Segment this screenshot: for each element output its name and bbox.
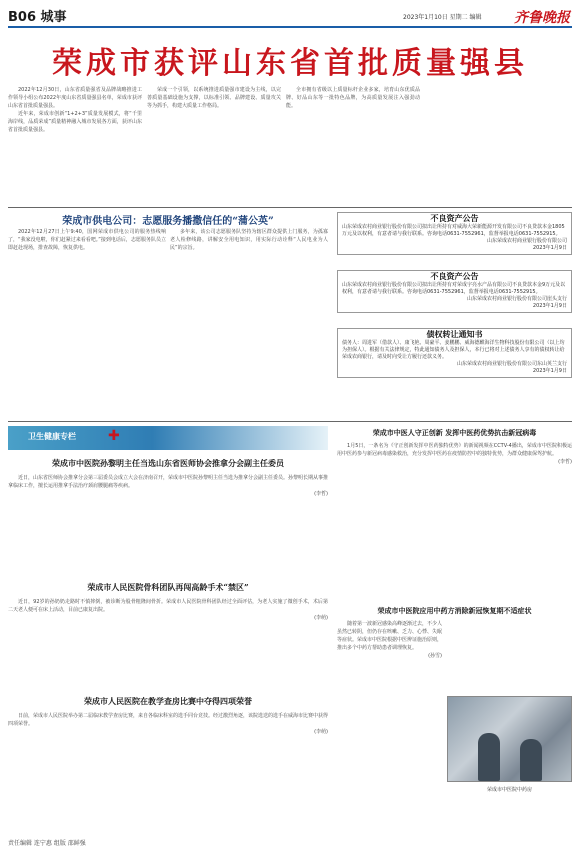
medical-cross-icon: ✚ — [108, 428, 120, 444]
lead-paragraph: 全市拥有省级以上质量标杆企业多家，培育山东优质品牌、好品山东等一批特色品牌，为高质量发展注入强劲动能。 — [286, 87, 420, 109]
article-body — [8, 712, 328, 830]
page-footer: 责任编辑 连宁惠 组版 邵鲜强 — [8, 840, 86, 847]
article-body — [8, 598, 328, 688]
notice-body: 山东荣成农村商业银行股份有限公司拟出让所持有对威海大荣新能源开发有限公司不良贷款本金1805万元及以权利，有意者请与我行联系。咨询电话0631-7552961，监督举报电话0631-7552915。 — [342, 224, 565, 237]
article-credit: (李哲) — [558, 459, 572, 465]
notice-title: 不良资产公告 — [430, 272, 479, 281]
story-paragraph: 多年来，该公司志愿服务队坚持为辖区群众提供上门服务，为孤寡老人检修线路，讲解安全用电知识，用实际行动诠释“人民电业为人民”的宗旨。 — [170, 229, 328, 251]
notice-box — [337, 270, 572, 313]
lead-paragraph: 荣成一个引领，以系统推进质量强市建设为主线，以完善质量基础设施为支撑，以标准引领、品牌建设、质量攻关等为抓手，构建大质量工作格局。 — [147, 87, 281, 109]
issue-date: 2023年1月10日 星期二 编辑 — [403, 14, 482, 21]
section-label: B06 城事 — [8, 10, 67, 25]
article-body — [337, 442, 572, 602]
story-title: 荣成市供电公司：志愿服务播撒信任的“蒲公英” — [62, 216, 274, 227]
notice-date: 2023年1月9日 — [532, 245, 567, 251]
notice-sign: 山东荣成农村商业银行股份有限公司崖头支行 — [466, 296, 567, 302]
notice-date: 2023年1月9日 — [532, 303, 567, 309]
article-title: 荣成市中医人守正创新 发挥中医药优势抗击新冠病毒 — [372, 428, 537, 437]
story-paragraph: 2022年12月27日上午9:40，国网荣成市供电公司的服务热线响了，“我家没电啦，你们赶紧过来看看吧。”接到电话后，志愿服务队员立即赶赴现场，排查故障，恢复供电。 — [8, 229, 166, 251]
article-text: 近日，92岁的孙奶奶走路时不慎摔倒，被诊断为股骨粗隆间骨折。荣成市人民医院骨科团队经过全面评估，为老人实施了微创手术，术后第二天老人便可在床上活动，目前已康复出院。 — [8, 599, 328, 613]
article-body — [337, 620, 442, 830]
news-photo — [447, 696, 572, 782]
notice-body: 债务人：周进军（借款人）、康飞艳、周豪平、姜鹏鹏、威海德麒海洋生物科技股份有限公司（以上均为担保人）。根据有关法律规定，特此通知债务人及担保人，本行已将对上述债务人享有的债权转让给荣成农商银行，请及时向受让方履行还款义务。 — [342, 340, 565, 360]
person-figure — [478, 733, 500, 781]
lead-paragraph: 2022年12月30日，山东省质量强省及品牌战略推进工作领导小组公布2022年度山东省质量强县名单，荣成市获评山东省首批质量强县。 — [8, 87, 142, 109]
lead-paragraph: 近年来，荣成市创新“1+2+3”质量发展模式，将“千里海岸线，品质荣成”质量精神融入城市发展各方面，获评山东省首批质量强县。 — [8, 111, 142, 133]
article-text: 日前，荣成市人民医院举办第二届临床教学查房比赛，来自各临床科室的选手同台竞技。经过激烈角逐，该院选送的选手在威海市比赛中获得四项荣誉。 — [8, 713, 328, 727]
story-col-2 — [170, 228, 328, 418]
notice-date: 2023年1月9日 — [532, 368, 567, 374]
health-column-banner — [8, 426, 328, 450]
newspaper-brand: 齐鲁晚报 — [514, 10, 570, 26]
article-title: 荣成市人民医院骨科团队再闯高龄手术“禁区” — [87, 582, 249, 592]
article-title: 荣成市人民医院在教学查房比赛中夺得四项荣誉 — [84, 696, 252, 706]
article-text: 1月5日，一条名为《守正创新发挥中医药独特优势》的新闻视频在CCTV-4播出，荣成市中医院积极运用中医药参与新冠病毒感染救治，充分发挥中医药在疫情防控中的独特优势，为群众健康保驾护航。 — [337, 443, 572, 457]
article-credit: (孙雪) — [428, 653, 442, 659]
photo-caption: 荣成市中医院中药房 — [486, 787, 532, 793]
lead-col-1 — [8, 86, 142, 204]
story-col-1 — [8, 228, 166, 418]
divider — [8, 421, 572, 422]
article-credit: (李萌) — [314, 615, 328, 621]
banner-tag: 卫生健康专栏 — [28, 431, 76, 441]
lead-col-2 — [147, 86, 281, 204]
article-text: 随着第一波新冠感染高峰逐渐过去，不少人虽然已转阴，但仍存在咳嗽、乏力、心悸、失眠等症状。荣成市中医院根据中医辨证施治原则，推出多个中药方帮助患者调理恢复。 — [337, 621, 442, 651]
article-title: 荣成市中医院孙黎明主任当选山东省医师协会推拿分会副主任委员 — [52, 458, 284, 468]
page-header — [8, 6, 572, 28]
divider — [8, 207, 572, 208]
notice-title: 债权转让通知书 — [426, 330, 483, 339]
main-headline: 荣成市获评山东省首批质量强县 — [52, 46, 528, 81]
notice-sign: 山东荣成农村商业银行股份有限公司 — [486, 238, 567, 244]
article-credit: (李哲) — [314, 491, 328, 497]
person-figure — [520, 739, 542, 781]
notice-box — [337, 212, 572, 255]
article-body — [8, 474, 328, 546]
lead-col-3 — [286, 86, 420, 204]
notice-sign: 山东荣成农村商业银行股份有限公司东山英兰支行 — [456, 361, 567, 367]
notice-body: 山东荣成农村商业银行股份有限公司拟出让所持有对荣成宇亮水产品有限公司不良贷款本金9万元及以权利，有意者请与我行联系。咨询电话0631-7552961，监督举报电话0631-7552915。 — [342, 282, 566, 295]
notice-title: 不良资产公告 — [430, 214, 479, 223]
article-title: 荣成市中医院应用中药方消除新冠恢复期不适症状 — [377, 606, 532, 615]
article-text: 近日，山东省医师协会推拿分会第三届委员会成立大会在济南召开，荣成市中医院孙黎明主任当选为推拿分会副主任委员。孙黎明长期从事推拿临床工作，擅长运用推拿手法治疗颈肩腰腿痛等疾病。 — [8, 475, 328, 489]
notice-box — [337, 328, 572, 378]
article-credit: (李萌) — [314, 729, 328, 735]
